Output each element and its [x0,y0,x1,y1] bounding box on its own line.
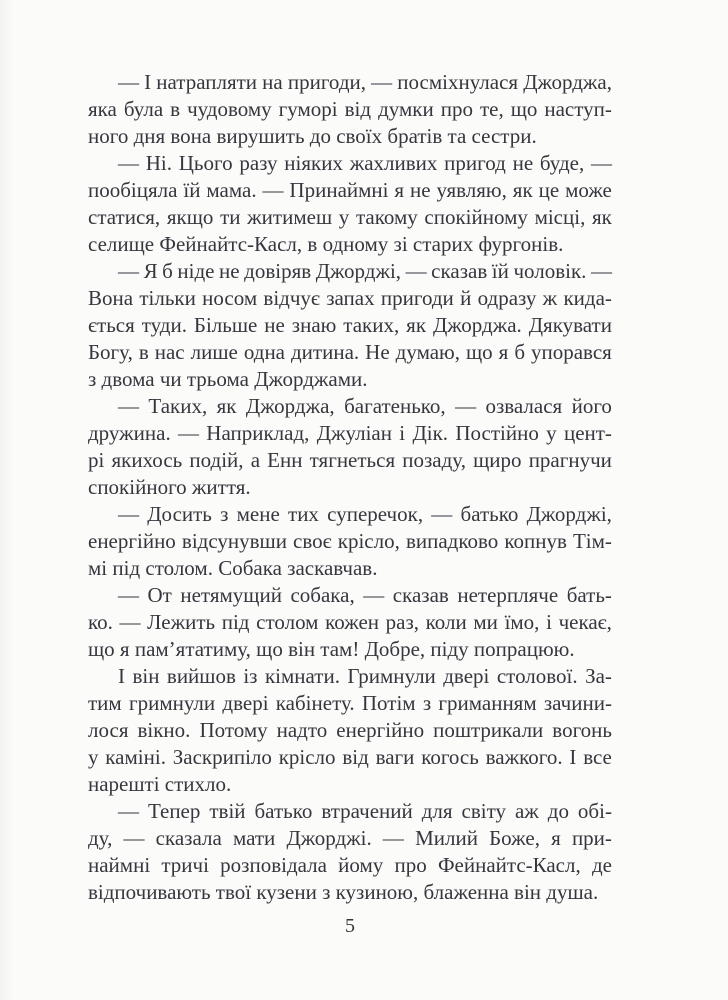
text-line: спокійного життя. [88,475,251,499]
text-line: ється туди. Більше не знаю таких, як Джорджа. Дякувати [88,313,612,337]
text-line: — Я б ніде не довіряв Джорджі, — сказав їй чоловік. — [118,259,612,283]
text-line: І він вийшов із кімнати. Гримнули двері столової. За- [118,664,612,688]
paragraph [88,258,612,393]
text-line: Богу, в нас лише одна дитина. Не думаю, що я б упорався [88,340,612,364]
text-line: у каміні. Заскрипіло крісло від ваги когось важкого. І все [88,745,612,769]
text-line: тим гримнули двері кабінету. Потім з гриманням зачини- [88,691,612,715]
paragraph [88,69,612,150]
text-line: — Досить з мене тих суперечок, — батько Джорджі, [118,502,612,526]
text-line: енергійно відсунувши своє крісло, випадково копнув Тім- [88,529,612,553]
paragraph [88,798,612,906]
text-line: ко. — Лежить під столом кожен раз, коли ми їмо, і чекає, [88,610,612,634]
text-line: з двома чи трьома Джорджами. [88,367,368,391]
text-line: Вона тільки носом відчує запах пригоди й одразу ж кида- [88,286,612,310]
paragraph [88,582,612,663]
text-line: — І натрапляти на пригоди, — посміхнулася Джорджа, [118,70,612,94]
paragraph [88,150,612,258]
paragraph [88,501,612,582]
text-line: відпочивають твої кузени з кузиною, блаженна він душа. [88,880,599,904]
paragraph [88,663,612,798]
text-line: ду, — сказала мати Джорджі. — Милий Боже, я при- [88,826,612,850]
text-line: — Тепер твій батько втрачений для світу аж до обі- [118,799,612,823]
text-line: — Ні. Цього разу ніяких жахливих пригод не буде, — [118,151,612,175]
text-line: що я пам’ятатиму, що він там! Добре, піду попрацюю. [88,637,575,661]
text-line: наймні тричі розповідала йому про Фейнайтс-Касл, де [88,853,612,877]
page-number: 5 [345,915,355,937]
text-line: нарешті стихло. [88,772,232,796]
text-line: ного дня вона вирушить до своїх братів та сестри. [88,124,537,148]
text-line: дружина. — Наприклад, Джуліан і Дік. Постійно у цент- [88,421,612,445]
text-block [88,69,612,906]
text-line: пообіцяла їй мама. — Принаймні я не уявляю, як це може [88,178,612,202]
text-line: — Таких, як Джорджа, багатенько, — озвалася його [118,394,612,418]
paragraph [88,393,612,501]
text-line: яка була в чудовому гуморі від думки про те, що наступ- [88,97,612,121]
text-line: мі під столом. Собака заскавчав. [88,556,378,580]
text-line: — От нетямущий собака, — сказав нетерпляче бать- [118,583,612,607]
text-line: лося вікно. Потому надто енергійно поштрикали вогонь [88,718,612,742]
text-line: селище Фейнайтс-Касл, в одному зі старих фургонів. [88,232,564,256]
text-line: рі якихось подій, а Енн тягнеться позаду, щиро прагнучи [88,448,612,472]
text-line: статися, якщо ти житимеш у такому спокійному місці, як [88,205,612,229]
